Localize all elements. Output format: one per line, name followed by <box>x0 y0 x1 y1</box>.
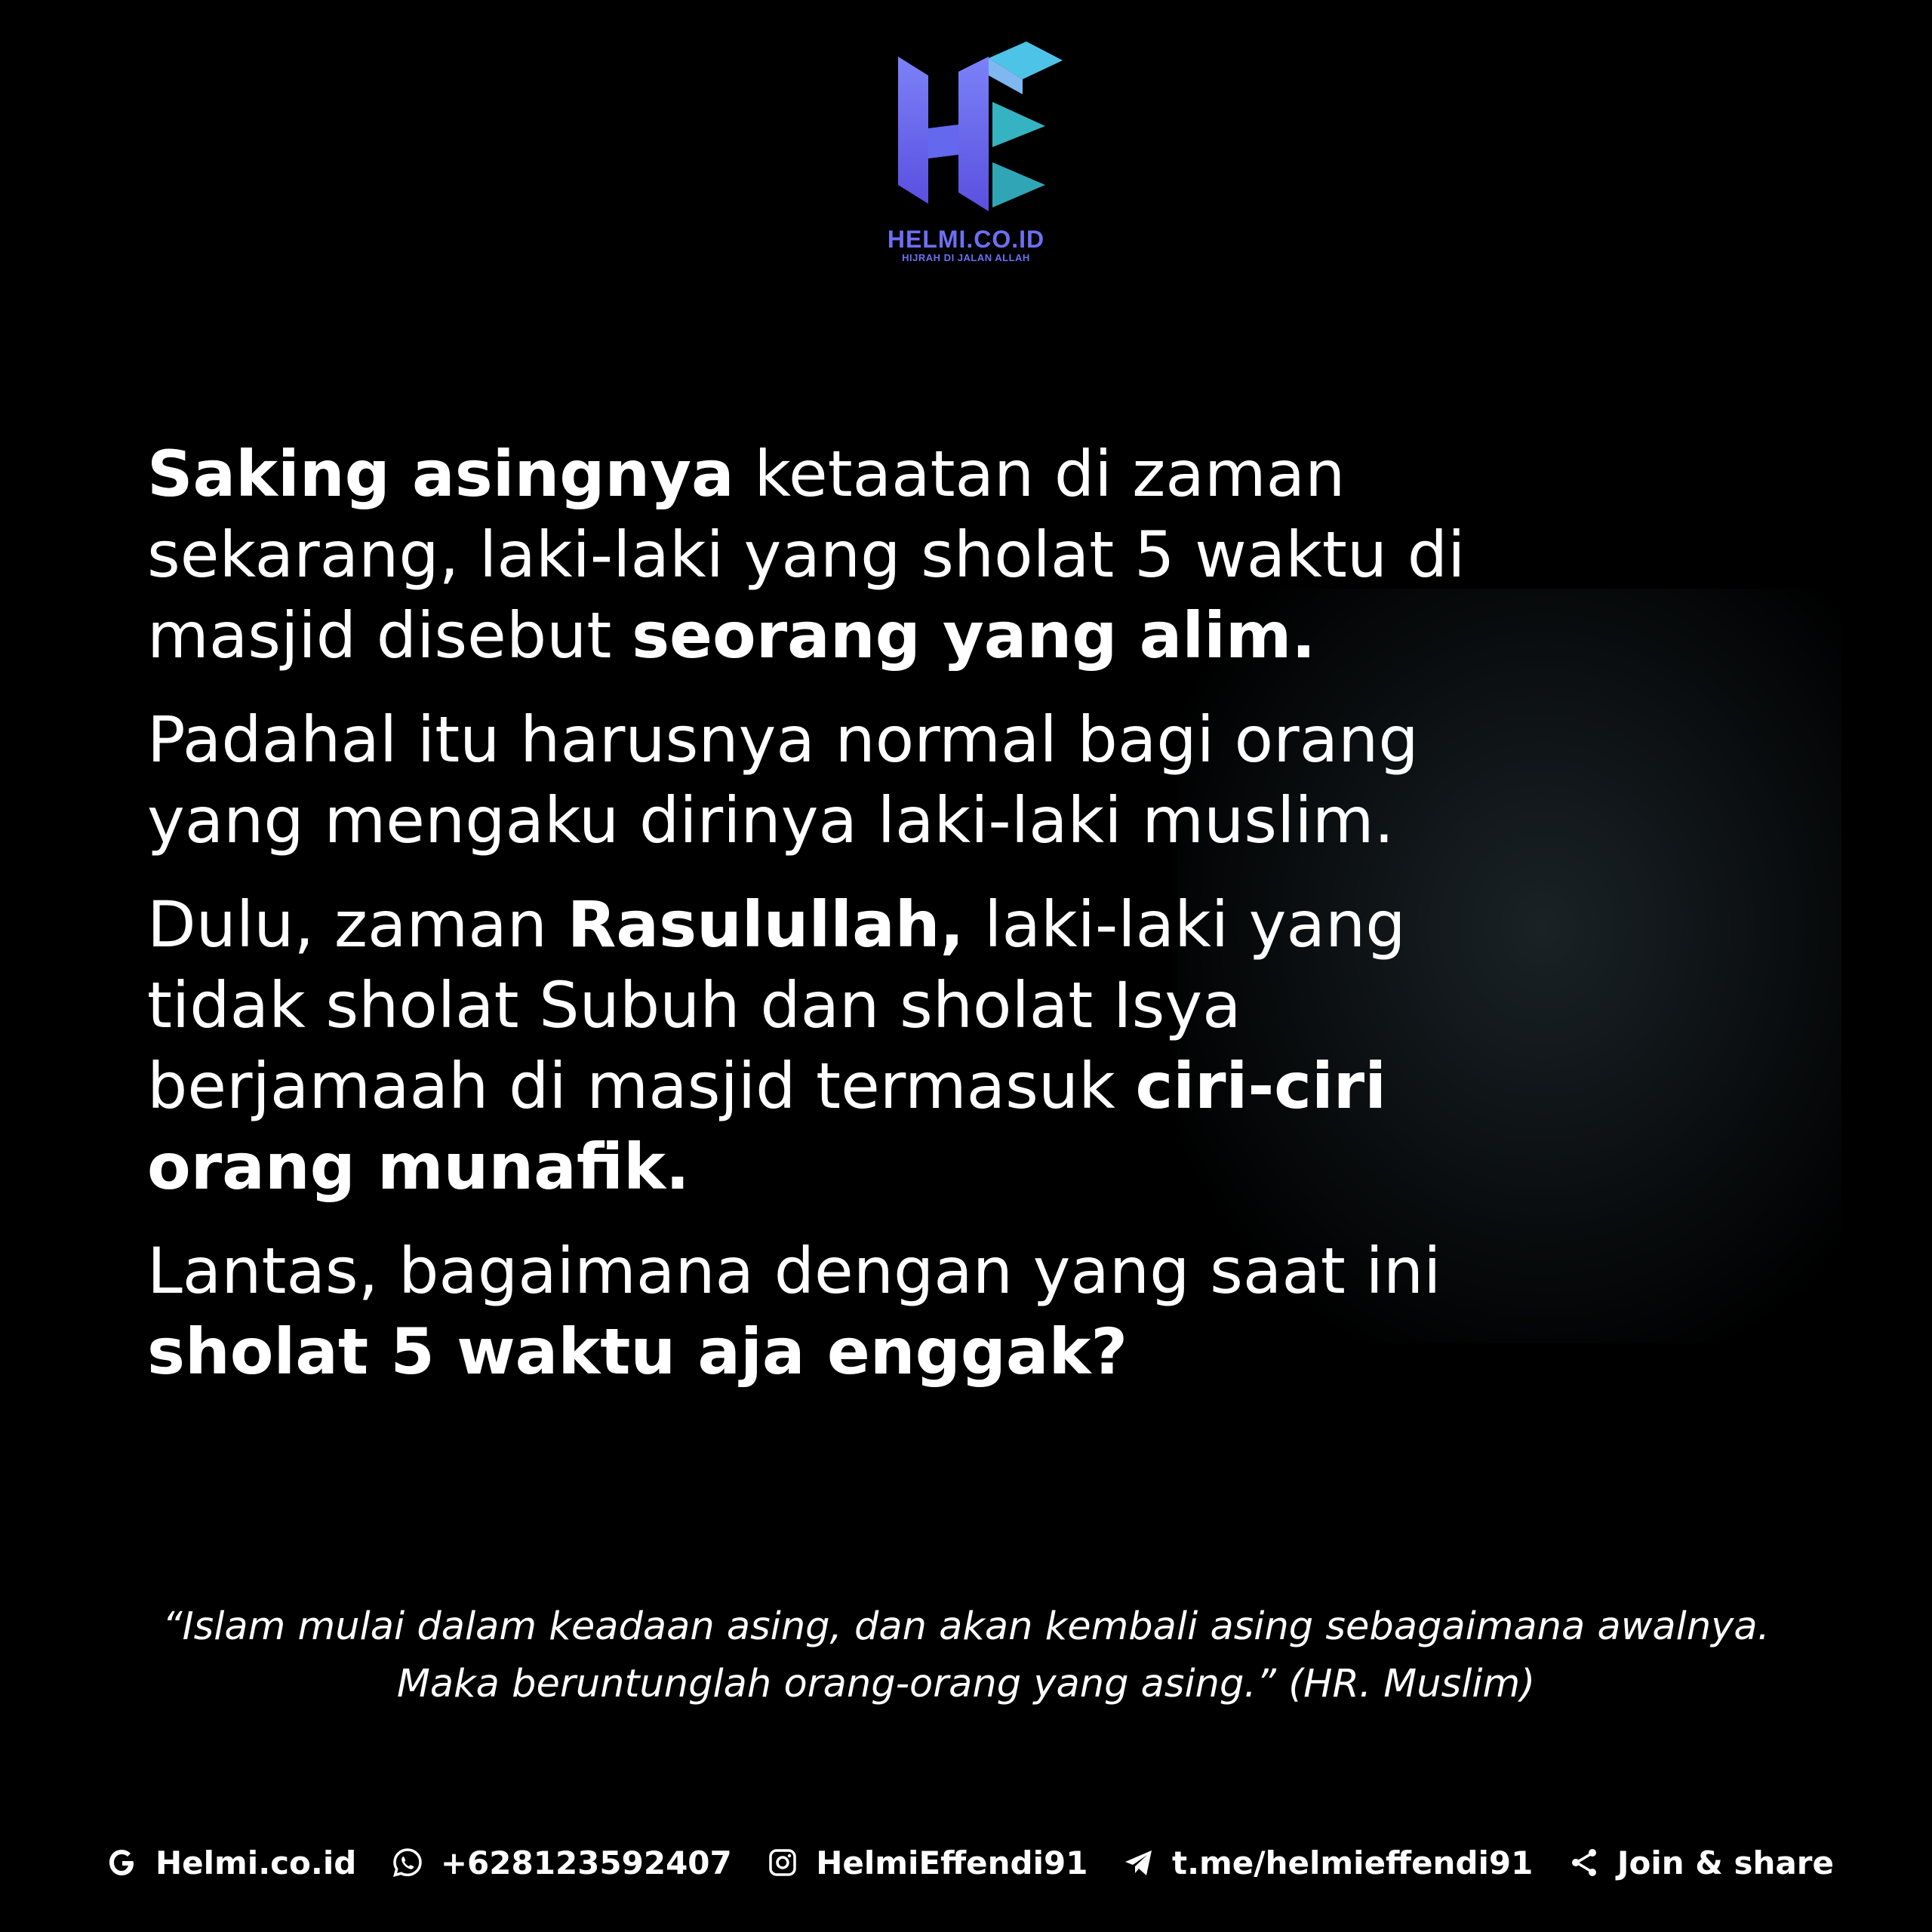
text-regular: Padahal itu harusnya normal bagi orang yang mengaku dirinya laki-laki muslim. <box>147 703 1419 857</box>
share-label: Join & share <box>1617 1844 1834 1881</box>
hadith-quote <box>121 1598 1811 1713</box>
text-bold: ciri-ciri orang munafik. <box>147 1049 1386 1204</box>
text-bold: sholat 5 waktu aja enggak? <box>147 1315 1128 1389</box>
instagram-label: HelmiEffendi91 <box>816 1844 1088 1881</box>
footer-contacts <box>106 1835 1834 1890</box>
footer-share[interactable] <box>1567 1844 1834 1881</box>
footer-website[interactable] <box>106 1844 356 1881</box>
footer-telegram[interactable] <box>1122 1844 1533 1881</box>
text-regular: Dulu, zaman <box>147 888 568 961</box>
footer-whatsapp[interactable] <box>391 1844 732 1881</box>
brand-name: HELMI.CO.ID <box>887 226 1045 253</box>
website-label: Helmi.co.id <box>155 1844 357 1881</box>
share-icon <box>1567 1846 1601 1879</box>
paragraph-1 <box>147 434 1468 676</box>
text-bold: Saking asingnya <box>147 437 734 511</box>
telegram-label: t.me/helmieffendi91 <box>1172 1844 1534 1881</box>
main-text <box>147 434 1468 1416</box>
text-regular: Lantas, bagaimana dengan yang saat ini <box>147 1234 1441 1308</box>
whatsapp-icon <box>391 1846 424 1879</box>
brand-tagline: HIJRAH DI JALAN ALLAH <box>902 252 1030 263</box>
logo-mark <box>868 42 1064 230</box>
brand-logo <box>853 42 1079 283</box>
text-bold: Rasulullah, <box>567 888 964 961</box>
text-regular: laki-laki yang tidak sholat Subuh dan sholat Isya berjamaah di masjid termasuk <box>147 888 1406 1123</box>
quote-line-2: Maka beruntunglah orang-orang yang asing.” (HR. Muslim) <box>396 1662 1536 1706</box>
telegram-icon <box>1122 1846 1155 1879</box>
paragraph-4 <box>147 1231 1468 1392</box>
text-bold: seorang yang alim. <box>632 598 1316 672</box>
paragraph-3 <box>147 884 1468 1208</box>
text-regular: ketaatan di zaman sekarang, laki-laki yang sholat 5 waktu di masjid disebut <box>147 437 1466 672</box>
whatsapp-label: +628123592407 <box>440 1844 732 1881</box>
paragraph-2 <box>147 700 1468 861</box>
quote-line-1: “Islam mulai dalam keadaan asing, dan akan kembali asing sebagaimana awalnya. <box>162 1604 1770 1649</box>
instagram-icon <box>766 1846 799 1879</box>
google-icon <box>106 1846 139 1879</box>
footer-instagram[interactable] <box>766 1844 1088 1881</box>
